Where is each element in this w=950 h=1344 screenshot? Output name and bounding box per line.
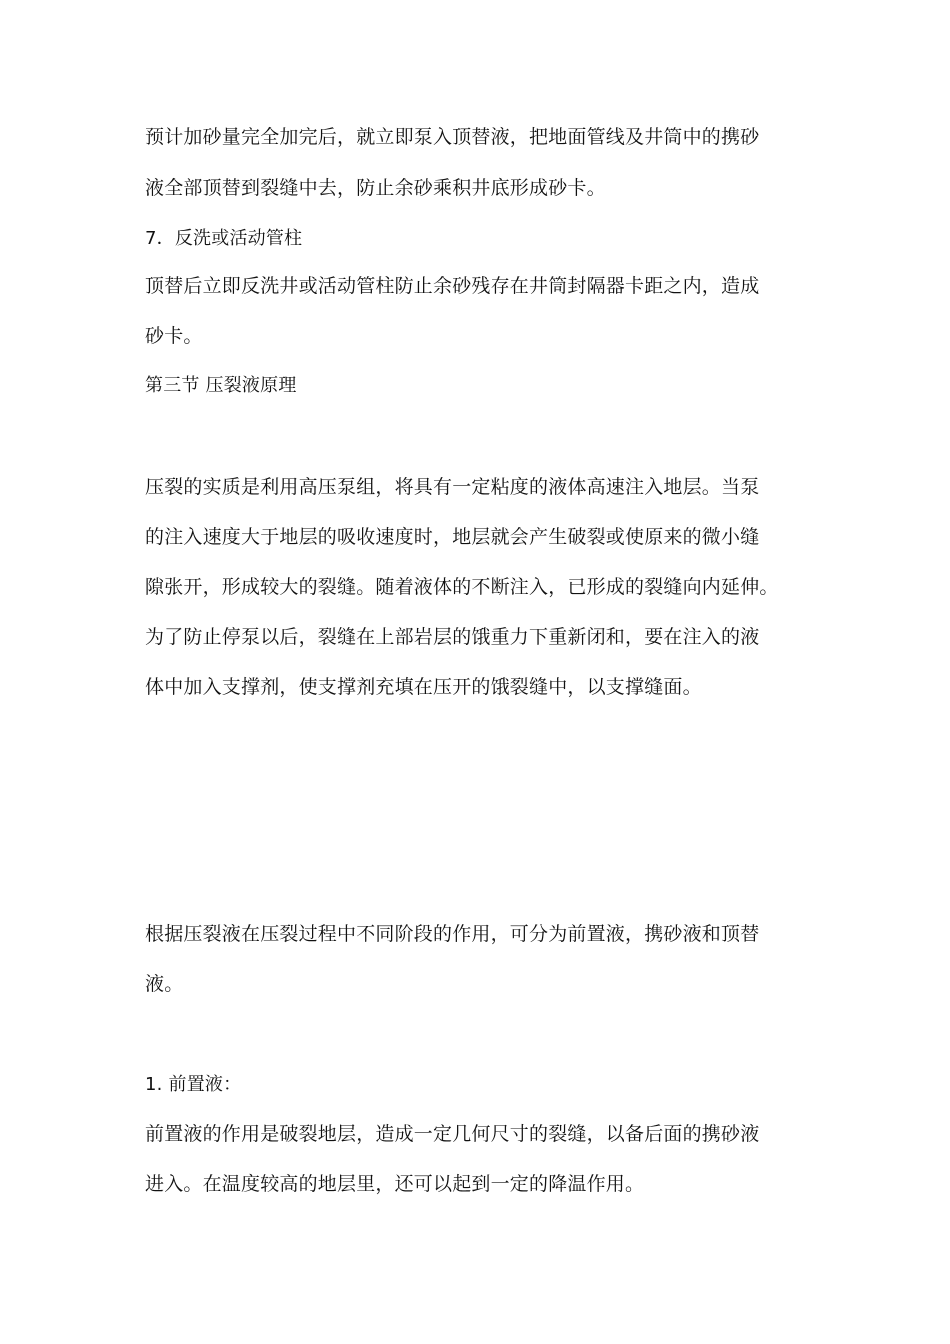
paragraph-line: 压裂的实质是利用高压泵组，将具有一定粘度的液体高速注入地层。当泵 — [145, 476, 760, 498]
paragraph-line: 砂卡。 — [145, 325, 203, 347]
paragraph-line: 液。 — [145, 973, 184, 995]
paragraph-line: 为了防止停泵以后，裂缝在上部岩层的饿重力下重新闭和，要在注入的液 — [145, 626, 760, 648]
paragraph-line: 隙张开，形成较大的裂缝。随着液体的不断注入，已形成的裂缝向内延伸。 — [145, 576, 779, 598]
paragraph-line: 预计加砂量完全加完后，就立即泵入顶替液，把地面管线及井筒中的携砂 — [145, 126, 760, 148]
paragraph-line: 的注入速度大于地层的吸收速度时，地层就会产生破裂或使原来的微小缝 — [145, 526, 760, 548]
list-item-heading: 1. 前置液： — [145, 1074, 242, 1095]
list-item-heading: 7．反洗或活动管柱 — [145, 228, 303, 249]
paragraph-line: 进入。在温度较高的地层里，还可以起到一定的降温作用。 — [145, 1173, 645, 1195]
paragraph-line: 顶替后立即反洗井或活动管柱防止余砂残存在井筒封隔器卡距之内，造成 — [145, 275, 760, 297]
section-heading: 第三节 压裂液原理 — [145, 375, 297, 396]
paragraph-line: 体中加入支撑剂，使支撑剂充填在压开的饿裂缝中，以支撑缝面。 — [145, 676, 702, 698]
paragraph-line: 根据压裂液在压裂过程中不同阶段的作用，可分为前置液，携砂液和顶替 — [145, 923, 760, 945]
paragraph-line: 前置液的作用是破裂地层，造成一定几何尺寸的裂缝，以备后面的携砂液 — [145, 1123, 760, 1145]
paragraph-line: 液全部顶替到裂缝中去，防止余砂乘积井底形成砂卡。 — [145, 177, 606, 199]
